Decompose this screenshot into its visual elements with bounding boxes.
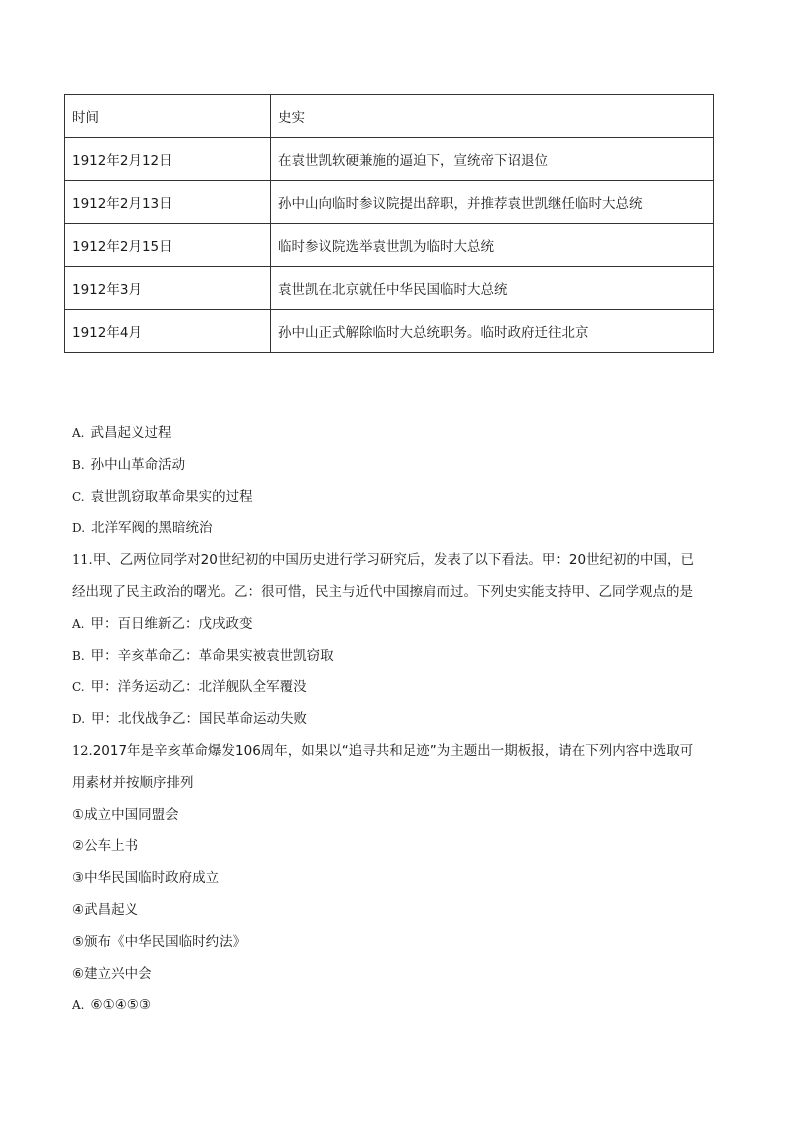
q12-item: ⑥建立兴中会	[72, 965, 152, 982]
option-letter: C.	[72, 680, 85, 695]
row-time: 1912年4月	[65, 310, 271, 353]
option-text: 甲：洋务运动乙：北洋舰队全军覆没	[90, 679, 307, 696]
q12-item: ⑤颁布《中华民国临时约法》	[72, 933, 247, 950]
q10-option-a	[72, 418, 732, 450]
row-fact: 临时参议院选举袁世凯为临时大总统	[271, 224, 714, 267]
q10-option-c	[72, 482, 732, 514]
row-time: 1912年2月13日	[65, 181, 271, 224]
q11-option-a	[72, 609, 732, 641]
q12-item: ②公车上书	[72, 838, 139, 855]
q10-option-b	[72, 450, 732, 482]
q12-item: ③中华民国临时政府成立	[72, 870, 220, 887]
row-time: 1912年3月	[65, 267, 271, 310]
option-text: 孙中山革命活动	[90, 456, 186, 473]
option-letter: A.	[72, 998, 85, 1013]
q11-stem-line2: 经出现了民主政治的曙光。乙：很可惜，民主与近代中国擦肩而过。下列史实能支持甲、乙同学观点的是	[72, 583, 693, 600]
header-fact: 史实	[271, 95, 714, 138]
table-header-row	[65, 95, 714, 138]
stem-text: 甲、乙两位同学对20世纪初的中国历史进行学习研究后，发表了以下看法。甲：20世纪初的中国，已	[92, 552, 695, 569]
option-letter: D.	[72, 712, 86, 727]
question-text	[72, 418, 732, 1022]
q12-option-a	[72, 990, 732, 1022]
question-number: 12.	[72, 743, 93, 759]
q10-option-d	[72, 513, 732, 545]
table-row	[65, 310, 714, 353]
q11-option-c	[72, 672, 732, 704]
header-time: 时间	[65, 95, 271, 138]
option-text: 北洋军阀的黑暗统治	[91, 520, 213, 537]
option-text: ⑥①④⑤③	[90, 997, 151, 1014]
history-table	[64, 94, 714, 353]
row-fact: 孙中山向临时参议院提出辞职，并推荐袁世凯继任临时大总统	[271, 181, 714, 224]
option-text: 甲：辛亥革命乙：革命果实被袁世凯窃取	[90, 647, 334, 664]
option-text: 甲：百日维新乙：戊戌政变	[90, 615, 253, 632]
row-time: 1912年2月15日	[65, 224, 271, 267]
option-letter: D.	[72, 521, 86, 536]
row-fact: 袁世凯在北京就任中华民国临时大总统	[271, 267, 714, 310]
stem-text: 2017年是辛亥革命爆发106周年，如果以“追寻共和足迹”为主题出一期板报，请在下列内容中选取可	[92, 742, 694, 759]
option-text: 甲：北伐战争乙：国民革命运动失败	[91, 711, 308, 728]
q11-stem-line1	[72, 545, 732, 577]
option-letter: A.	[72, 616, 85, 631]
table-row	[65, 138, 714, 181]
q12-stem-line1	[72, 736, 732, 768]
option-letter: B.	[72, 648, 85, 663]
q11-option-b	[72, 641, 732, 673]
table-row	[65, 267, 714, 310]
option-text: 武昌起义过程	[90, 425, 172, 441]
q12-item: ①成立中国同盟会	[72, 806, 179, 823]
option-text: 袁世凯窃取革命果实的过程	[90, 488, 253, 505]
table-row	[65, 224, 714, 267]
q12-item: ④武昌起义	[72, 901, 139, 918]
question-number: 11.	[72, 553, 93, 569]
option-letter: B.	[72, 457, 85, 472]
option-letter: C.	[72, 489, 85, 504]
row-time: 1912年2月12日	[65, 138, 271, 181]
row-fact: 孙中山正式解除临时大总统职务。临时政府迁往北京	[271, 310, 714, 353]
q11-option-d	[72, 704, 732, 736]
q12-stem-line2: 用素材并按顺序排列	[72, 774, 194, 791]
option-letter: A.	[72, 426, 85, 440]
row-fact: 在袁世凯软硬兼施的逼迫下，宣统帝下诏退位	[271, 138, 714, 181]
table-row	[65, 181, 714, 224]
